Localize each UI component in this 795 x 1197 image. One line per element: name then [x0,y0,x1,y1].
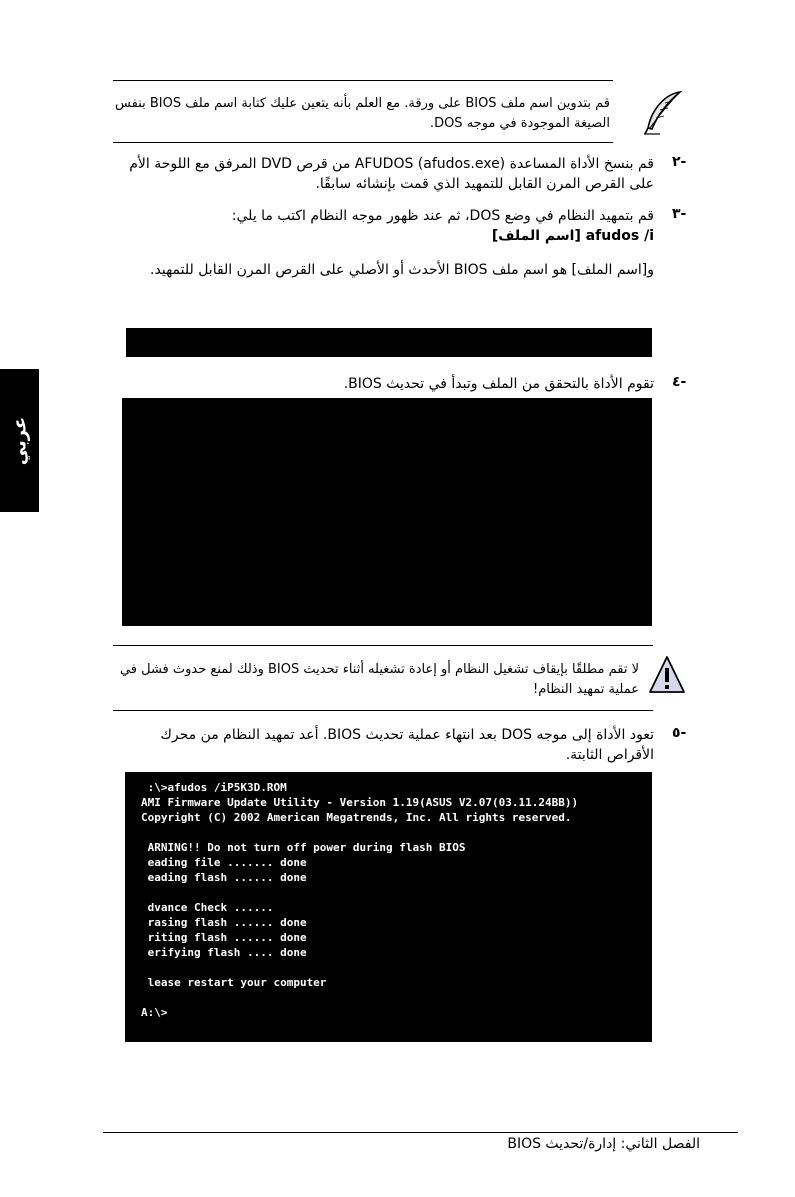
note-line-2: الصيغة الموجودة في موجه DOS. [429,116,610,131]
flash-screenshot-area [122,398,652,626]
warning-triangle-icon [648,654,686,696]
terminal-line: Copyright (C) 2002 American Megatrends, Inc. All rights reserved. [141,811,572,824]
warning-line-1: لا تقم مطلقًا بإيقاف تشغيل النظام أو إعادة تشغيله أثناء تحديث BIOS وذلك لمنع حدوث فشل في [119,662,639,677]
language-side-tab [0,369,39,512]
note-text [113,94,610,134]
step-3-command: afudos /i [اسم الملف] [491,228,654,244]
feather-pen-icon [640,88,686,136]
step-4-text: تقوم الأداة بالتحقق من الملف وتبدأ في تحديث BIOS. [343,376,654,392]
terminal-line: rasing flash ...... done [141,916,307,929]
step-5-line-2: الأقراص الثابتة. [565,747,654,763]
step-2-line-1: قم بنسخ الأداة المساعدة AFUDOS (afudos.exe) من قرص DVD المرفق مع اللوحة الأم [129,156,654,172]
terminal-line: A:\> [141,1006,168,1019]
terminal-line [141,960,646,975]
command-bar [126,328,652,357]
step-4-number: ٤- [672,374,687,390]
step-2-line-2: على القرص المرن القابل للتمهيد الذي قمت بإنشائه سابقًا. [315,176,654,192]
note-line-1: قم بتدوين اسم ملف BIOS على ورقة. مع العلم بأنه يتعين عليك كتابة اسم ملف BIOS بنفس [115,96,610,111]
terminal-line [141,990,646,1005]
terminal-output [125,772,652,1042]
warning-text [113,660,639,700]
terminal-line: eading file ....... done [141,856,307,869]
terminal-line: eading flash ...... done [141,871,307,884]
note-bottom-rule [113,142,613,143]
terminal-line: dvance Check ...... [141,901,274,914]
warning-bottom-rule [113,710,653,711]
footer-chapter-title: الفصل الثاني: إدارة/تحديث BIOS [507,1136,700,1152]
step-3-line-1: قم بتمهيد النظام في وضع DOS، ثم عند ظهور موجه النظام اكتب ما يلي: [231,208,654,224]
step-5-line-1: تعود الأداة إلى موجه DOS بعد انتهاء عملية تحديث BIOS. أعد تمهيد النظام من محرك [160,727,654,743]
warning-line-2: عملية تمهيد النظام! [533,682,639,697]
step-2-number: ٢- [672,154,687,170]
step-2-text [20,154,654,194]
step-3-explanation: و[اسم الملف] هو اسم ملف BIOS الأحدث أو الأصلي على القرص المرن القابل للتمهيد. [150,262,654,278]
note-top-rule [113,80,613,81]
terminal-line [141,885,646,900]
terminal-line: lease restart your computer [141,976,327,989]
terminal-line: ARNING!! Do not turn off power during flash BIOS [141,841,466,854]
footer-rule [103,1132,738,1133]
step-3-text [80,206,654,246]
step-5-text [80,725,654,765]
terminal-line: :\>afudos /iP5K3D.ROM [141,781,287,794]
side-tab-label: عربي [9,416,30,465]
warning-top-rule [113,645,653,646]
terminal-line [141,825,646,840]
terminal-line: riting flash ...... done [141,931,307,944]
terminal-line: erifying flash .... done [141,946,307,959]
step-3-number: ٣- [672,206,687,222]
terminal-line: AMI Firmware Update Utility - Version 1.19(ASUS V2.07(03.11.24BB)) [141,796,579,809]
step-5-number: ٥- [672,725,687,741]
